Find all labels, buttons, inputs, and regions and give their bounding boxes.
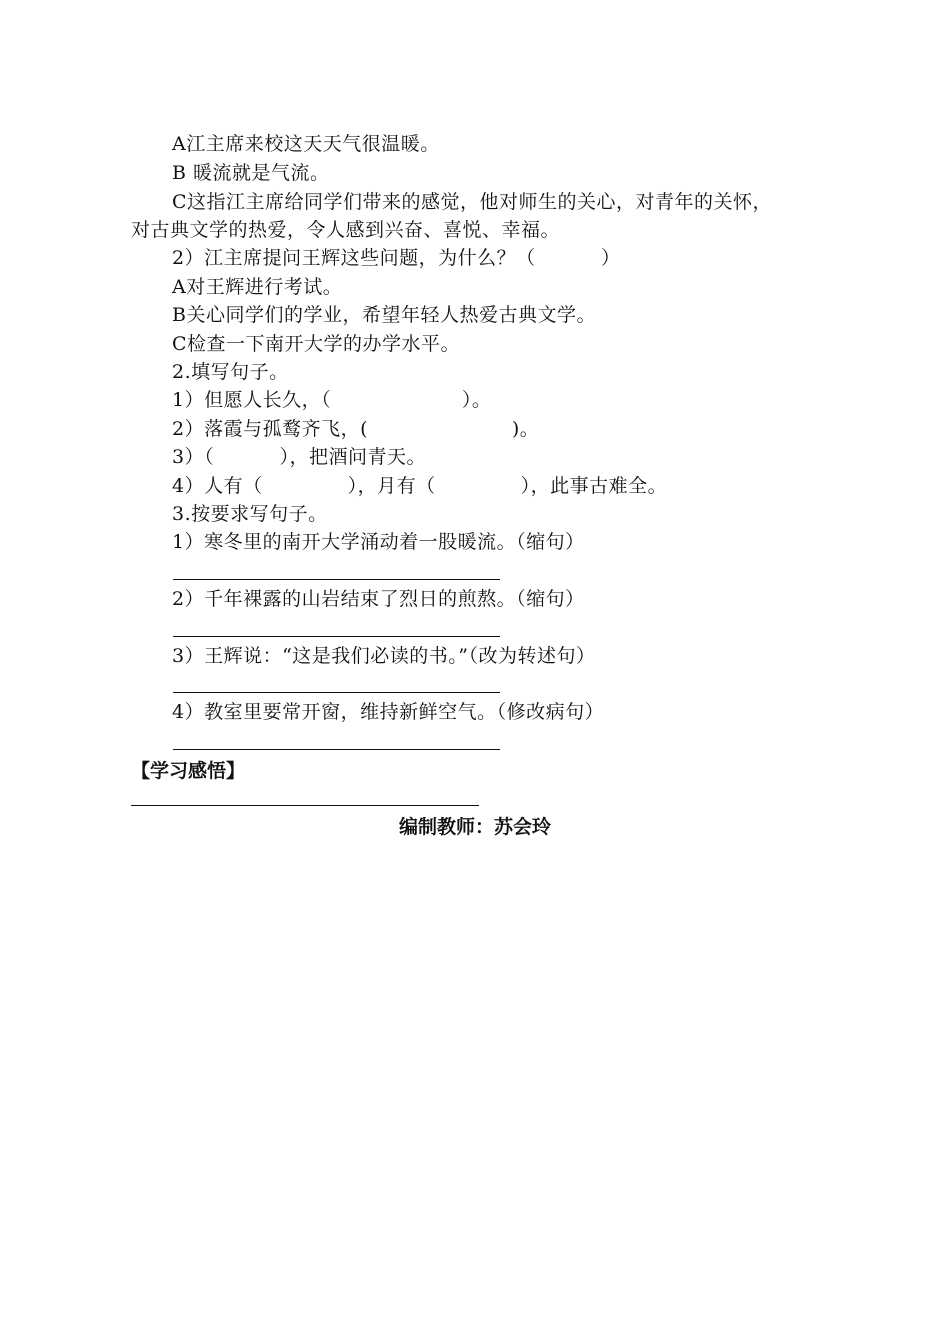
q1-option-a: A江主席来校这天天气很温暖。 [172, 133, 440, 155]
rewrite-item-1: 1）寒冬里的南开大学涌动着一股暖流。（缩句） [172, 531, 585, 553]
section3-title: 3.按要求写句子。 [172, 503, 328, 525]
q2-stem: 2）江主席提问王辉这些问题，为什么？（ ） [172, 247, 621, 269]
answer-line-3[interactable] [173, 692, 500, 693]
q1-option-c-line1: C这指江主席给同学们带来的感觉，他对师生的关心，对青年的关怀， [172, 191, 773, 213]
rewrite-item-4: 4）教室里要常开窗，维持新鲜空气。（修改病句） [172, 701, 605, 723]
q1-option-c-line2: 对古典文学的热爱，令人感到兴奋、喜悦、幸福。 [131, 219, 561, 241]
answer-line-4[interactable] [173, 749, 500, 750]
answer-line-1[interactable] [173, 579, 500, 580]
reflection-answer-line[interactable] [131, 805, 479, 806]
q2-option-a: A对王辉进行考试。 [172, 276, 343, 298]
answer-line-2[interactable] [173, 636, 500, 637]
q2-option-c: C检查一下南开大学的办学水平。 [172, 333, 461, 355]
fill-item-3: 3）（ ），把酒问青天。 [172, 446, 426, 468]
fill-item-2: 2）落霞与孤鹜齐飞，( )。 [172, 418, 540, 440]
section2-title: 2.填写句子。 [172, 361, 289, 383]
q1-option-b: B 暖流就是气流。 [172, 162, 330, 184]
rewrite-item-2: 2）千年裸露的山岩结束了烈日的煎熬。（缩句） [172, 588, 585, 610]
fill-item-1: 1）但愿人长久，（ ）。 [172, 389, 492, 411]
reflection-heading: 【学习感悟】 [131, 760, 246, 782]
fill-item-4: 4）人有（ ），月有（ ），此事古难全。 [172, 475, 668, 497]
rewrite-item-3: 3）王辉说：“这是我们必读的书。”（改为转述句） [172, 645, 596, 667]
author-line: 编制教师：苏会玲 [399, 816, 552, 838]
q2-option-b: B关心同学们的学业，希望年轻人热爱古典文学。 [172, 304, 596, 326]
